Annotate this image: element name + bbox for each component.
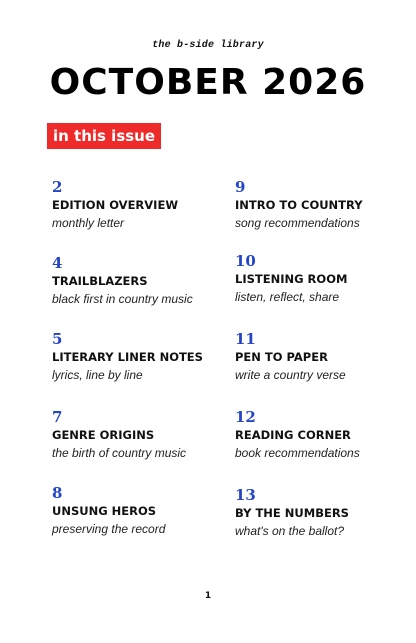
entry-subtitle: listen, reflect, share: [235, 290, 340, 304]
page-number: 4: [52, 254, 63, 272]
page-number: 11: [235, 330, 256, 348]
entry-heading: BY THE NUMBERS: [235, 506, 349, 520]
in-this-issue-badge: in this issue: [47, 123, 161, 149]
toc-entry-intro-to-country[interactable]: [235, 178, 363, 231]
toc-entry-pen-to-paper[interactable]: [235, 330, 346, 383]
toc-entry-genre-origins[interactable]: [52, 408, 186, 461]
masthead: the b-side library: [152, 40, 264, 51]
entry-subtitle: song recommendations: [235, 216, 360, 230]
entry-subtitle: black first in country music: [52, 292, 193, 306]
toc-entry-reading-corner[interactable]: [235, 408, 360, 461]
entry-subtitle: monthly letter: [52, 216, 125, 230]
entry-subtitle: what's on the ballot?: [235, 524, 345, 538]
page-number: 13: [235, 486, 256, 504]
entry-heading: PEN TO PAPER: [235, 350, 328, 364]
page-number: 5: [52, 330, 63, 348]
entry-heading: LITERARY LINER NOTES: [52, 350, 203, 364]
toc-entry-by-the-numbers[interactable]: [235, 486, 349, 539]
entry-heading: UNSUNG HEROS: [52, 504, 157, 518]
toc-entry-unsung-heros[interactable]: [52, 484, 165, 537]
toc-entry-edition-overview[interactable]: [52, 178, 178, 231]
footer-page-number: 1: [204, 591, 212, 601]
entry-subtitle: lyrics, line by line: [52, 368, 143, 382]
entry-subtitle: write a country verse: [235, 368, 346, 382]
page-number: 9: [235, 178, 246, 196]
toc-entry-literary-liner-notes[interactable]: [52, 330, 203, 383]
entry-heading: EDITION OVERVIEW: [52, 198, 179, 212]
toc-entry-listening-room[interactable]: [235, 252, 347, 305]
entry-heading: READING CORNER: [235, 428, 351, 442]
entry-subtitle: book recommendations: [235, 446, 360, 460]
entry-heading: TRAILBLAZERS: [52, 274, 148, 288]
entry-subtitle: preserving the record: [52, 522, 166, 536]
page-number: 8: [52, 484, 63, 502]
entry-heading: GENRE ORIGINS: [52, 428, 155, 442]
entry-heading: INTRO TO COUNTRY: [235, 198, 363, 212]
entry-heading: LISTENING ROOM: [235, 272, 348, 286]
page-number: 12: [235, 408, 256, 426]
issue-title: OCTOBER 2026: [49, 62, 367, 103]
page-number: 7: [52, 408, 63, 426]
toc-entry-trailblazers[interactable]: [52, 254, 193, 307]
page-number: 10: [235, 252, 256, 270]
page-number: 2: [52, 178, 63, 196]
entry-subtitle: the birth of country music: [52, 446, 187, 460]
